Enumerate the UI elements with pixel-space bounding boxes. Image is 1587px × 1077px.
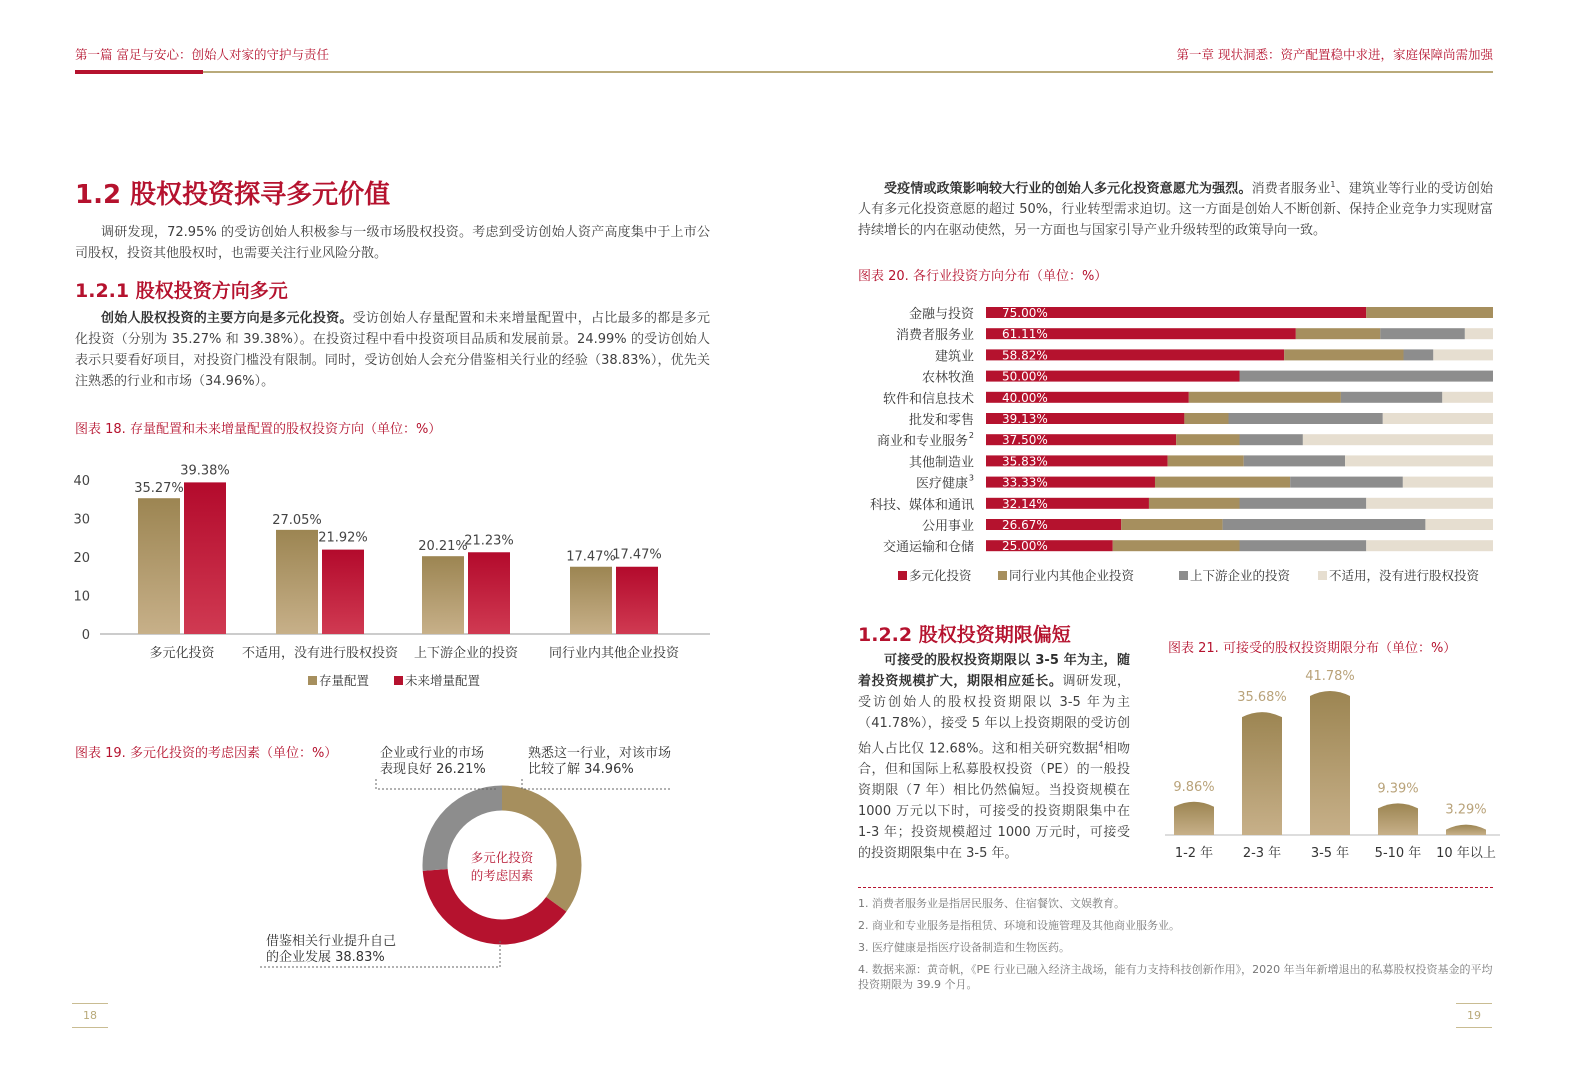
fig21-caption: 图表 21. 可接受的股权投资期限分布（单位：%） xyxy=(1168,641,1457,656)
fig18-legend-label: 存量配置 xyxy=(319,673,370,688)
subsection-1-body xyxy=(75,308,710,392)
fig20-bar-segment xyxy=(1121,519,1222,530)
footnote-2: 2. 商业和专业服务是指租赁、环境和设施管理及其他商业服务业。 xyxy=(858,919,1180,932)
fig18-data-label: 17.47% xyxy=(566,549,616,565)
fig20-bar-segment xyxy=(1303,434,1493,445)
fig20-data-label: 26.67% xyxy=(1002,518,1048,532)
fig18-category-label: 上下游企业的投资 xyxy=(413,646,519,661)
fig20-bar-segment xyxy=(1341,392,1442,403)
fig18-data-label: 39.38% xyxy=(180,463,230,479)
fig21-bar xyxy=(1242,712,1282,835)
fig18-ytick: 0 xyxy=(81,628,90,643)
fig21-bar xyxy=(1310,691,1350,835)
fig18-bar-future xyxy=(322,550,364,634)
fig20-category-label: 其他制造业 xyxy=(908,455,974,471)
fig20-bar-segment xyxy=(1189,392,1341,403)
subsection-1-text: 受访创始人存量配置和未来增量配置中，占比最多的都是多元化投资（分别为 35.27% 和 39.38%）。在投资过程中看中投资项目品质和发展前景。24.99% 的受访创始人表示只要看好项目，对投资门槛没有限制。同时，受访创始人会充分借鉴相关行业的经验（38.83%），优先关注熟悉的行业和市场（34.96%）。 xyxy=(75,311,710,389)
fig20-data-label: 25.00% xyxy=(1002,539,1048,554)
fig18-bar-future xyxy=(468,552,510,634)
fig18-category-label: 多元化投资 xyxy=(149,646,215,661)
fig20-bar-segment xyxy=(1149,498,1240,509)
fig20-legend-swatch xyxy=(1318,571,1327,580)
fig19-chart xyxy=(240,735,710,975)
fig18-category-label: 同行业内其他企业投资 xyxy=(548,646,680,661)
fig19-leader-line xyxy=(376,779,498,789)
fig18-data-label: 17.47% xyxy=(612,547,662,563)
fig18-bar-future xyxy=(184,482,226,634)
header-right: 第一章 现状洞悉：资产配置稳中求进，家庭保障尚需加强 xyxy=(1176,47,1493,62)
page-number-left: 18 xyxy=(83,1009,97,1022)
page-number-right: 19 xyxy=(1467,1009,1481,1022)
fig21-category-label: 2-3 年 xyxy=(1242,846,1282,861)
fig20-category-label: 批发和零售 xyxy=(908,413,974,428)
page-left-rule-top xyxy=(72,1003,108,1004)
fig20-category-label: 农林牧渔 xyxy=(921,370,974,386)
fig20-category-label: 交通运输和仓储 xyxy=(882,540,974,556)
fig18-bar-stock xyxy=(276,530,318,634)
fig18-data-label: 35.27% xyxy=(134,481,184,497)
fig19-slice-label: 比较了解 34.96% xyxy=(528,762,634,777)
subsection-2-lead: 可接受的股权投资期限以 3-5 年为主，随着投资规模扩大，期限相应延长。 xyxy=(858,653,1130,689)
fig20-data-label: 50.00% xyxy=(1002,369,1048,384)
fig20-data-label: 32.14% xyxy=(1002,496,1048,511)
fig20-category-sup: 3 xyxy=(968,473,974,483)
fig21-data-label: 9.86% xyxy=(1173,779,1215,795)
header-rule xyxy=(75,71,1493,73)
subsection-2-title: 1.2.2 股权投资期限偏短 xyxy=(858,624,1071,646)
page-right-rule-bottom xyxy=(1456,1027,1492,1028)
fig21-category-label: 10 年以上 xyxy=(1436,846,1496,861)
fig20-bar-segment xyxy=(1442,392,1493,403)
fig20-bar-segment xyxy=(1345,455,1493,466)
fig20-category-label: 软件和信息技术 xyxy=(882,391,974,407)
fig20-data-label: 58.82% xyxy=(1002,348,1048,363)
fig18-data-label: 21.92% xyxy=(318,530,368,546)
fig20-bar-segment xyxy=(1366,307,1493,318)
fig20-bar-segment xyxy=(1168,455,1244,466)
fig20-bar-segment xyxy=(1380,328,1465,339)
subsection-2-body xyxy=(858,650,1130,864)
fig20-data-label: 37.50% xyxy=(1002,433,1048,448)
fig20-legend-swatch xyxy=(998,571,1007,580)
fig20-bar-segment xyxy=(1433,349,1493,360)
fig21-data-label: 3.29% xyxy=(1445,802,1487,818)
fig18-ytick: 30 xyxy=(73,512,90,528)
footnote-1: 1. 消费者服务业是指居民服务、住宿餐饮、文娱教育。 xyxy=(858,897,1125,910)
fig18-data-label: 27.05% xyxy=(272,512,322,528)
fig18-bar-future xyxy=(616,567,658,634)
subsection-2-text-a: 调研发现，受访创始人的股权投资期限以 3-5 年为主（41.78%），接受 5 年以上投资期限的受访创始人占比仅 12.68%。这和相关研究数据 xyxy=(858,674,1130,757)
fig20-bar-segment xyxy=(1240,540,1367,551)
right-paragraph-lead: 受疫情或政策影响较大行业的创始人多元化投资意愿尤为强烈。 xyxy=(884,181,1252,197)
fig20-legend-swatch xyxy=(898,571,907,580)
fig21-bar xyxy=(1446,825,1486,835)
fig18-bar-stock xyxy=(422,556,464,634)
fig18-data-label: 20.21% xyxy=(418,539,468,555)
section-intro: 调研发现，72.95% 的受访创始人积极参与一级市场股权投资。考虑到受访创始人资产高度集中于上市公司股权，投资其他股权时，也需要关注行业风险分散。 xyxy=(75,225,710,261)
fig20-bar-segment xyxy=(1425,519,1493,530)
fig20-legend-label: 多元化投资 xyxy=(909,568,972,583)
fig18-ytick: 20 xyxy=(73,551,90,566)
fig21-category-label: 3-5 年 xyxy=(1310,846,1350,861)
fig20-bar-segment xyxy=(1383,413,1493,424)
fig20-legend-label: 上下游企业的投资 xyxy=(1190,568,1291,583)
fig20-bar-segment xyxy=(1284,349,1403,360)
fig18-legend-swatch xyxy=(394,676,403,685)
fig20-category-label: 金融与投资 xyxy=(908,307,974,322)
fig20-bar-segment xyxy=(1366,498,1493,509)
fig21-chart xyxy=(1160,655,1505,870)
page-left-rule-bottom xyxy=(72,1027,108,1028)
fig20-bar-segment xyxy=(1296,328,1381,339)
fig20-bar-segment xyxy=(1240,434,1303,445)
fig19-slice-label: 企业或行业的市场 xyxy=(380,746,485,761)
fig20-bar-segment xyxy=(1184,413,1228,424)
fig20-data-label: 39.13% xyxy=(1002,412,1048,426)
fig20-data-label: 40.00% xyxy=(1002,390,1048,405)
fig20-bar-segment xyxy=(1228,413,1382,424)
fig18-bar-stock xyxy=(570,567,612,634)
fig18-legend-swatch xyxy=(308,676,317,685)
fig20-bar-segment xyxy=(1155,477,1290,488)
fig20-category-label: 消费者服务业 xyxy=(895,328,974,344)
fig19-leader-line xyxy=(522,779,672,789)
fig18-ytick: 40 xyxy=(73,474,90,489)
fig20-category-label: 建筑业 xyxy=(934,349,974,365)
fig20-data-label: 75.00% xyxy=(1002,306,1048,320)
page-right-rule-top xyxy=(1456,1003,1492,1004)
fig20-bar-segment xyxy=(1403,477,1493,488)
fig20-bar-segment xyxy=(1113,540,1240,551)
fig20-bar-segment xyxy=(1223,519,1426,530)
fig18-caption: 图表 18. 存量配置和未来增量配置的股权投资方向（单位：%） xyxy=(75,422,442,437)
fig18-category-label: 不适用，没有进行股权投资 xyxy=(241,646,399,661)
subsection-2-sup: 4 xyxy=(1098,740,1104,749)
fig20-bar-segment xyxy=(1240,371,1494,382)
fig20-category-label: 科技、媒体和通讯 xyxy=(869,497,974,513)
fig19-slice-label: 熟悉这一行业，对该市场 xyxy=(528,746,672,761)
footnote-rule xyxy=(858,887,1493,888)
fig18-bar-stock xyxy=(138,498,180,634)
right-paragraph-text-a: 消费者服务业 xyxy=(1251,181,1331,197)
fig20-bar-segment xyxy=(1366,540,1493,551)
fig20-bar-segment xyxy=(1290,477,1403,488)
subsection-1-lead: 创始人股权投资的主要方向是多元化投资。 xyxy=(101,311,353,326)
fig20-bar-segment xyxy=(1465,328,1493,339)
fig19-slice-label: 借鉴相关行业提升自己 xyxy=(266,934,397,949)
fig20-data-label: 35.83% xyxy=(1002,454,1048,469)
fig20-chart xyxy=(858,298,1498,588)
fig18-data-label: 21.23% xyxy=(464,533,514,549)
footnote-3: 3. 医疗健康是指医疗设备制造和生物医药。 xyxy=(858,941,1070,954)
fig20-category-label: 商业和专业服务 xyxy=(876,434,968,450)
subsection-1-title: 1.2.1 股权投资方向多元 xyxy=(75,280,288,302)
fig21-bar xyxy=(1174,802,1214,835)
fig20-data-label: 61.11% xyxy=(1002,327,1048,342)
subsection-2-text-b: 相吻合，但和国际上私募股权投资（PE）的一般投资期限（7 年）相比仍然偏短。当投资规模在 1000 万元以下时，可接受的投资期限集中在 1-3 年；投资规模超过 1000 万元时，可接受的投资期限集中在 3-5 年。 xyxy=(858,741,1130,862)
fig20-bar-segment xyxy=(1240,498,1367,509)
fig20-category-label: 公用事业 xyxy=(921,519,974,534)
fig21-bar xyxy=(1378,803,1418,835)
fig19-center-line1: 多元化投资 xyxy=(470,850,534,865)
fig19-caption: 图表 19. 多元化投资的考虑因素（单位：%） xyxy=(75,746,338,761)
fig21-category-label: 1-2 年 xyxy=(1174,846,1214,861)
fig19-center-line2: 的考虑因素 xyxy=(470,868,534,883)
fig20-legend-swatch xyxy=(1179,571,1188,580)
fig20-category-sup: 2 xyxy=(968,431,974,441)
fig21-data-label: 41.78% xyxy=(1305,669,1355,684)
section-title: 1.2 股权投资探寻多元价值 xyxy=(75,180,391,210)
fig18-legend-label: 未来增量配置 xyxy=(405,673,481,688)
fig18-ytick: 10 xyxy=(73,589,90,605)
fig21-data-label: 9.39% xyxy=(1377,781,1419,797)
footnote-4: 4. 数据来源：黄奇帆，《PE 行业已融入经济主战场，能有力支持科技创新作用》，2020 年当年新增退出的私募股权投资基金的平均投资期限为 39.9 个月。 xyxy=(858,963,1493,991)
fig20-caption: 图表 20. 各行业投资方向分布（单位：%） xyxy=(858,269,1108,284)
fig20-legend-label: 同行业内其他企业投资 xyxy=(1009,568,1135,583)
fig20-bar-segment xyxy=(1244,455,1345,466)
fig20-category-label: 医疗健康 xyxy=(915,476,968,492)
fig20-bar-segment xyxy=(1176,434,1239,445)
fig19-slice-label: 的企业发展 38.83% xyxy=(266,950,385,965)
header-rule-accent xyxy=(75,70,203,74)
fig20-legend-label: 不适用，没有进行股权投资 xyxy=(1329,568,1480,583)
right-paragraph xyxy=(858,174,1493,241)
fig20-data-label: 33.33% xyxy=(1002,475,1048,490)
header-left: 第一篇 富足与安心：创始人对家的守护与责任 xyxy=(75,47,329,62)
fig19-slice-label: 表现良好 26.21% xyxy=(380,762,486,777)
fig18-chart xyxy=(60,450,740,700)
right-paragraph-sup: 1 xyxy=(1330,180,1336,189)
fig21-data-label: 35.68% xyxy=(1237,690,1287,706)
right-paragraph-text-b: 、建筑业等行业的受访创始人有多元化投资意愿的超过 50%，行业转型需求迫切。这一方面是创始人不断创新、保持企业竞争力实现财富持续增长的内在驱动使然，另一方面也与国家引导产业升级转型的政策导向一致。 xyxy=(858,181,1493,239)
fig21-category-label: 5-10 年 xyxy=(1374,846,1422,861)
fig20-bar-segment xyxy=(1404,349,1434,360)
